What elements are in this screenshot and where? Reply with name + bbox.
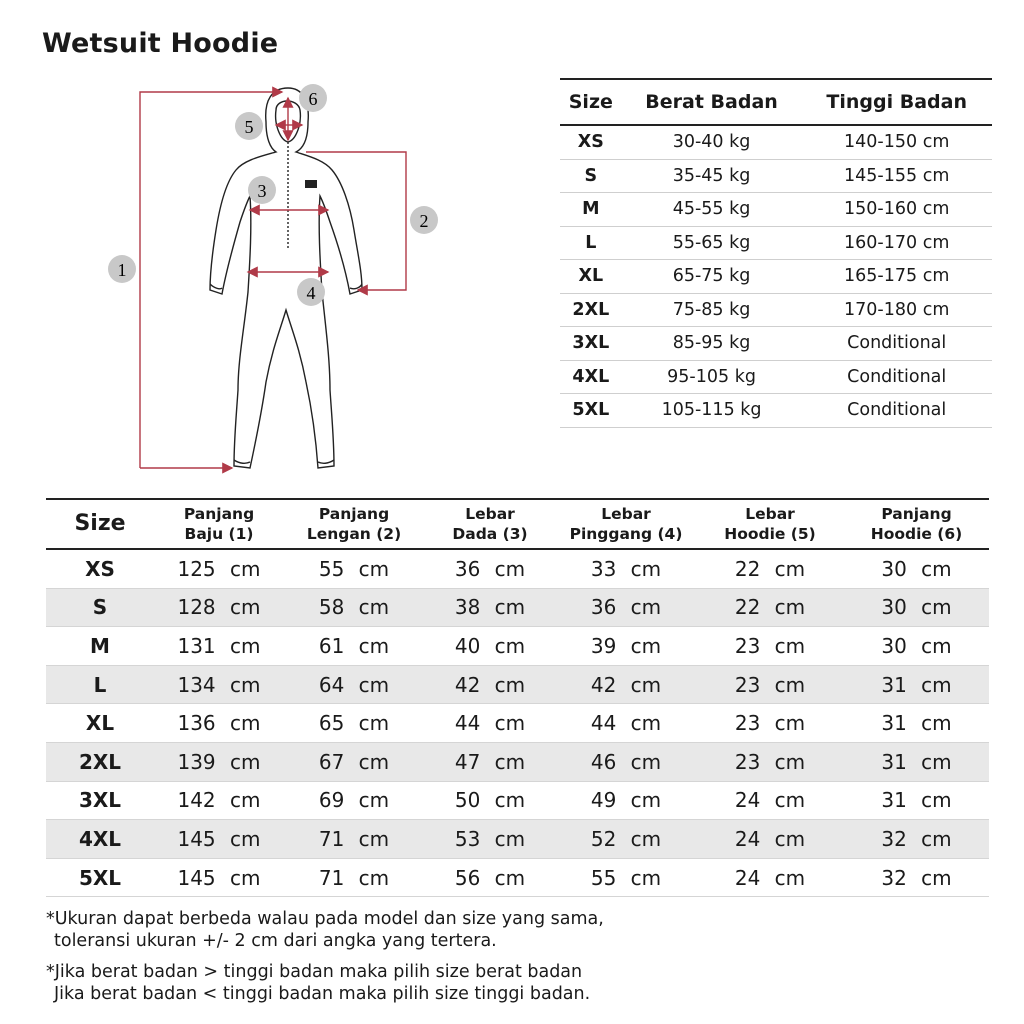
value-cell: 71 cm [284, 858, 424, 897]
size-cell: M [560, 193, 622, 227]
wetsuit-outline [210, 88, 362, 468]
value-cell: 50 cm [424, 781, 556, 820]
height-cell: 145-155 cm [801, 159, 992, 193]
footnotes [46, 908, 604, 1014]
weight-cell: 30-40 kg [622, 125, 802, 159]
value-cell: 49 cm [556, 781, 696, 820]
svg-text:4: 4 [306, 283, 316, 303]
marker-2 [410, 206, 438, 234]
note-tolerance: *Ukuran dapat berbeda walau pada model dan size yang sama, toleransi ukuran +/- 2 cm dari angka yang tertera. [46, 909, 604, 951]
height-cell: Conditional [801, 394, 992, 428]
table-row [46, 742, 989, 781]
size-cell: 2XL [46, 742, 154, 781]
height-cell: 170-180 cm [801, 293, 992, 327]
weight-cell: 75-85 kg [622, 293, 802, 327]
value-cell: 55 cm [284, 549, 424, 588]
value-cell: 134 cm [154, 665, 284, 704]
value-cell: 46 cm [556, 742, 696, 781]
table-row [46, 858, 989, 897]
value-cell: 52 cm [556, 820, 696, 859]
table-row [46, 665, 989, 704]
table-row [46, 704, 989, 743]
size-cell: XL [46, 704, 154, 743]
value-cell: 125 cm [154, 549, 284, 588]
value-cell: 44 cm [424, 704, 556, 743]
size-cell: 5XL [560, 394, 622, 428]
weight-cell: 55-65 kg [622, 226, 802, 260]
value-cell: 23 cm [696, 742, 844, 781]
weight-cell: 65-75 kg [622, 260, 802, 294]
table-row [560, 260, 992, 294]
value-cell: 42 cm [556, 665, 696, 704]
value-cell: 136 cm [154, 704, 284, 743]
measurement-table [46, 498, 989, 897]
svg-text:3: 3 [257, 181, 267, 201]
header-cell: Berat Badan [622, 79, 802, 125]
value-cell: 58 cm [284, 588, 424, 627]
table-row [46, 549, 989, 588]
value-cell: 53 cm [424, 820, 556, 859]
header-cell: Panjang Baju (1) [154, 499, 284, 549]
weight-cell: 35-45 kg [622, 159, 802, 193]
header-size: Size [46, 499, 154, 549]
size-cell: XL [560, 260, 622, 294]
header-cell: Panjang Lengan (2) [284, 499, 424, 549]
value-cell: 71 cm [284, 820, 424, 859]
wetsuit-diagram [100, 80, 450, 480]
value-cell: 31 cm [844, 704, 989, 743]
weight-cell: 45-55 kg [622, 193, 802, 227]
value-cell: 42 cm [424, 665, 556, 704]
size-cell: M [46, 627, 154, 666]
table-row [46, 627, 989, 666]
value-cell: 142 cm [154, 781, 284, 820]
value-cell: 22 cm [696, 549, 844, 588]
height-cell: 140-150 cm [801, 125, 992, 159]
marker-5 [235, 112, 263, 140]
value-cell: 69 cm [284, 781, 424, 820]
height-cell: Conditional [801, 360, 992, 394]
size-cell: 4XL [560, 360, 622, 394]
value-cell: 65 cm [284, 704, 424, 743]
value-cell: 131 cm [154, 627, 284, 666]
table-row [560, 293, 992, 327]
height-cell: 160-170 cm [801, 226, 992, 260]
size-cell: 2XL [560, 293, 622, 327]
height-cell: 150-160 cm [801, 193, 992, 227]
table-row [46, 820, 989, 859]
value-cell: 24 cm [696, 781, 844, 820]
value-cell: 67 cm [284, 742, 424, 781]
value-cell: 23 cm [696, 627, 844, 666]
value-cell: 24 cm [696, 820, 844, 859]
svg-text:5: 5 [244, 117, 254, 137]
table-row [560, 327, 992, 361]
value-cell: 30 cm [844, 627, 989, 666]
value-cell: 55 cm [556, 858, 696, 897]
header-cell: Tinggi Badan [801, 79, 992, 125]
value-cell: 23 cm [696, 704, 844, 743]
marker-3 [248, 176, 276, 204]
height-cell: Conditional [801, 327, 992, 361]
header-cell: Panjang Hoodie (6) [844, 499, 989, 549]
value-cell: 31 cm [844, 781, 989, 820]
value-cell: 139 cm [154, 742, 284, 781]
header-cell: Lebar Pinggang (4) [556, 499, 696, 549]
size-cell: S [46, 588, 154, 627]
size-weight-height-table [560, 78, 992, 428]
table-row [560, 193, 992, 227]
value-cell: 39 cm [556, 627, 696, 666]
value-cell: 32 cm [844, 858, 989, 897]
header-cell: Size [560, 79, 622, 125]
value-cell: 33 cm [556, 549, 696, 588]
weight-cell: 85-95 kg [622, 327, 802, 361]
header-cell: Lebar Dada (3) [424, 499, 556, 549]
value-cell: 36 cm [424, 549, 556, 588]
size-cell: 5XL [46, 858, 154, 897]
weight-cell: 95-105 kg [622, 360, 802, 394]
value-cell: 24 cm [696, 858, 844, 897]
value-cell: 61 cm [284, 627, 424, 666]
height-cell: 165-175 cm [801, 260, 992, 294]
table-row [46, 588, 989, 627]
marker-1 [108, 255, 136, 283]
value-cell: 36 cm [556, 588, 696, 627]
value-cell: 145 cm [154, 820, 284, 859]
value-cell: 40 cm [424, 627, 556, 666]
svg-text:6: 6 [308, 89, 318, 109]
value-cell: 128 cm [154, 588, 284, 627]
value-cell: 56 cm [424, 858, 556, 897]
table-row [560, 360, 992, 394]
table-header-row [560, 79, 992, 125]
size-cell: L [560, 226, 622, 260]
value-cell: 23 cm [696, 665, 844, 704]
page-title: Wetsuit Hoodie [42, 28, 279, 59]
size-cell: 3XL [560, 327, 622, 361]
weight-cell: 105-115 kg [622, 394, 802, 428]
header-cell: Lebar Hoodie (5) [696, 499, 844, 549]
value-cell: 22 cm [696, 588, 844, 627]
table-row [560, 159, 992, 193]
size-cell: S [560, 159, 622, 193]
table-header-row [46, 499, 989, 549]
marker-4 [297, 278, 325, 306]
table-row [560, 394, 992, 428]
table-row [46, 781, 989, 820]
value-cell: 44 cm [556, 704, 696, 743]
value-cell: 30 cm [844, 588, 989, 627]
table-row [560, 125, 992, 159]
value-cell: 145 cm [154, 858, 284, 897]
value-cell: 31 cm [844, 742, 989, 781]
size-cell: 4XL [46, 820, 154, 859]
value-cell: 32 cm [844, 820, 989, 859]
table-row [560, 226, 992, 260]
note-size-choice: *Jika berat badan > tinggi badan maka pilih size berat badan Jika berat badan < tinggi badan maka pilih size tinggi badan. [46, 962, 591, 1004]
value-cell: 38 cm [424, 588, 556, 627]
svg-text:2: 2 [419, 211, 429, 231]
size-cell: XS [46, 549, 154, 588]
size-cell: XS [560, 125, 622, 159]
value-cell: 47 cm [424, 742, 556, 781]
size-cell: 3XL [46, 781, 154, 820]
value-cell: 30 cm [844, 549, 989, 588]
marker-6 [299, 84, 327, 112]
size-cell: L [46, 665, 154, 704]
value-cell: 64 cm [284, 665, 424, 704]
value-cell: 31 cm [844, 665, 989, 704]
svg-text:1: 1 [117, 260, 127, 280]
